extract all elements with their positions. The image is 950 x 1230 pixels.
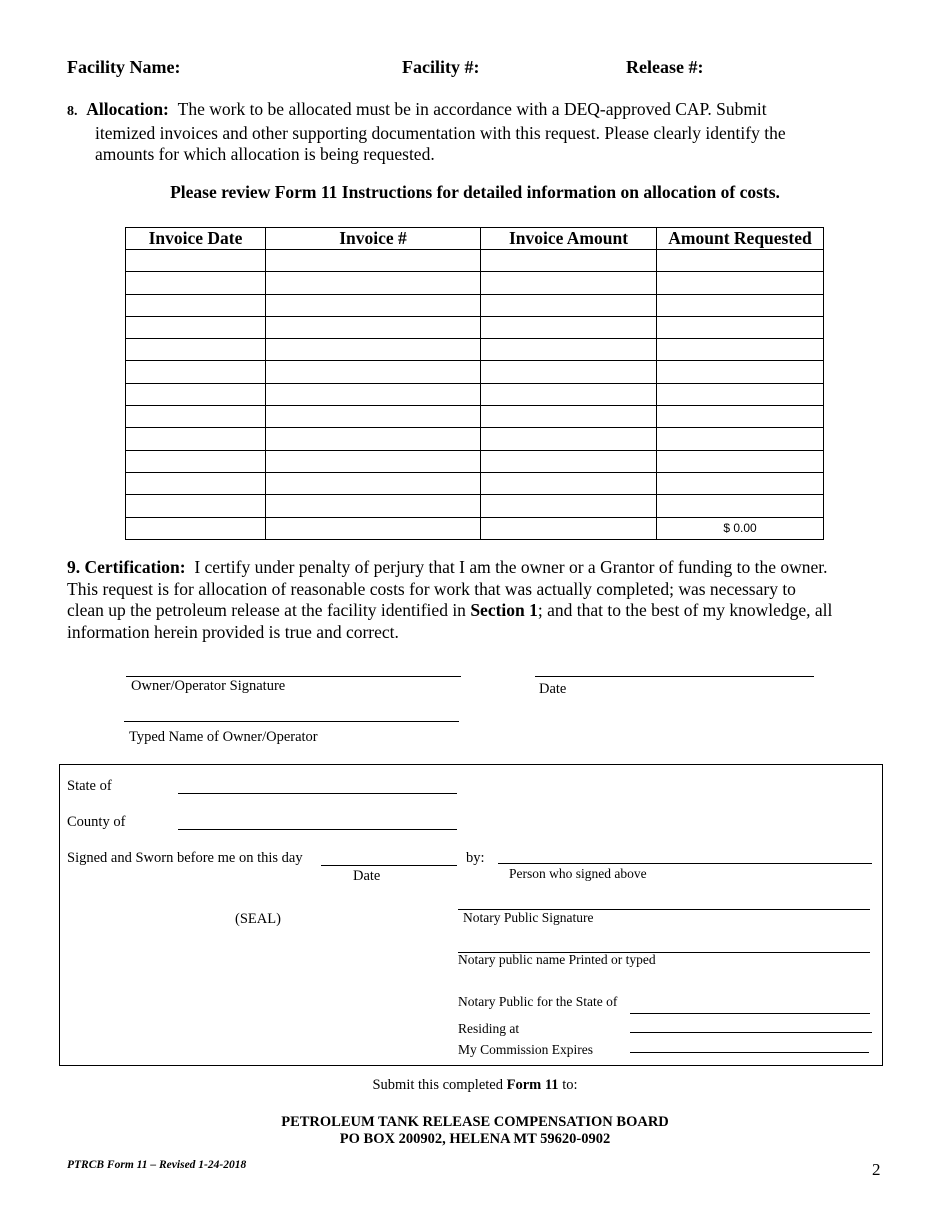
invoice-table-row — [126, 472, 824, 494]
amount-requested-cell[interactable] — [657, 316, 824, 338]
notary-name-label: Notary public name Printed or typed — [458, 952, 656, 967]
amount-requested-cell[interactable] — [657, 428, 824, 450]
invoice-number-cell[interactable] — [266, 428, 481, 450]
allocation-line2: itemized invoices and other supporting documentation with this request. Please clearly identify the — [95, 122, 786, 143]
col-invoice-date: Invoice Date — [126, 228, 266, 250]
amount-requested-cell[interactable] — [657, 294, 824, 316]
invoice-date-cell[interactable] — [126, 450, 266, 472]
county-of-label: County of — [67, 814, 126, 830]
invoice-amount-cell[interactable] — [481, 272, 657, 294]
invoice-amount-cell[interactable] — [481, 294, 657, 316]
invoice-date-cell[interactable] — [126, 428, 266, 450]
certification-line2: This request is for allocation of reasonable costs for work that was actually completed; was necessary to — [67, 578, 796, 599]
invoice-table-row — [126, 406, 824, 428]
total-row-empty-cell[interactable] — [126, 517, 266, 539]
invoice-amount-cell[interactable] — [481, 472, 657, 494]
invoice-date-cell[interactable] — [126, 316, 266, 338]
amount-requested-cell[interactable] — [657, 361, 824, 383]
invoice-amount-cell[interactable] — [481, 383, 657, 405]
invoice-table-row — [126, 495, 824, 517]
certification-section — [67, 557, 897, 643]
invoice-table-row — [126, 450, 824, 472]
invoice-table-row — [126, 339, 824, 361]
review-note: Please review Form 11 Instructions for detailed information on allocation of costs. — [170, 182, 780, 202]
invoice-number-cell[interactable] — [266, 316, 481, 338]
allocation-line1: The work to be allocated must be in accordance with a DEQ-approved CAP. Submit — [177, 99, 767, 119]
total-requested-cell: $ 0.00 — [657, 517, 824, 539]
invoice-amount-cell[interactable] — [481, 250, 657, 272]
invoice-amount-cell[interactable] — [481, 361, 657, 383]
invoice-number-cell[interactable] — [266, 272, 481, 294]
invoice-number-cell[interactable] — [266, 294, 481, 316]
state-of-label: State of — [67, 778, 112, 794]
invoice-table-row — [126, 272, 824, 294]
invoice-date-cell[interactable] — [126, 272, 266, 294]
commission-expires-label: My Commission Expires — [458, 1042, 594, 1057]
invoice-date-cell[interactable] — [126, 250, 266, 272]
facility-number-label: Facility #: — [402, 57, 480, 77]
invoice-table-row — [126, 361, 824, 383]
invoice-number-cell[interactable] — [266, 361, 481, 383]
certification-title: 9. Certification: — [67, 557, 186, 577]
typed-name-label: Typed Name of Owner/Operator — [129, 729, 318, 745]
invoice-amount-cell[interactable] — [481, 428, 657, 450]
invoice-table-row — [126, 316, 824, 338]
signature-date-line[interactable] — [535, 676, 814, 677]
amount-requested-cell[interactable] — [657, 383, 824, 405]
owner-signature-label: Owner/Operator Signature — [131, 678, 286, 694]
allocation-line3: amounts for which allocation is being requested. — [95, 144, 435, 164]
notary-signature-label: Notary Public Signature — [463, 910, 594, 925]
sworn-date-label: Date — [353, 868, 381, 884]
certification-line3b: ; and that to the best of my knowledge, all — [537, 600, 833, 620]
allocation-title: Allocation: — [86, 99, 169, 119]
amount-requested-cell[interactable] — [657, 250, 824, 272]
residing-at-line[interactable] — [630, 1032, 872, 1033]
invoice-date-cell[interactable] — [126, 294, 266, 316]
certification-line1: I certify under penalty of perjury that I am the owner or a Grantor of funding to the owner. — [194, 557, 828, 577]
invoice-date-cell[interactable] — [126, 495, 266, 517]
allocation-section — [67, 99, 887, 166]
board-name: PETROLEUM TANK RELEASE COMPENSATION BOARD — [281, 1114, 669, 1130]
form-revision: PTRCB Form 11 – Revised 1-24-2018 — [67, 1159, 247, 1171]
certification-line3a: clean up the petroleum release at the facility identified in — [67, 600, 466, 620]
invoice-table-row — [126, 294, 824, 316]
invoice-table-header — [126, 228, 824, 250]
invoice-number-cell[interactable] — [266, 495, 481, 517]
by-label: by: — [466, 850, 485, 866]
col-amount-requested: Amount Requested — [657, 228, 824, 250]
invoice-date-cell[interactable] — [126, 472, 266, 494]
invoice-number-cell[interactable] — [266, 250, 481, 272]
submit-instruction: Submit this completed Form 11 to: — [372, 1077, 578, 1093]
invoice-table-row — [126, 250, 824, 272]
release-number-label: Release #: — [626, 57, 704, 77]
amount-requested-cell[interactable] — [657, 495, 824, 517]
invoice-amount-cell[interactable] — [481, 450, 657, 472]
invoice-date-cell[interactable] — [126, 361, 266, 383]
person-signed-label: Person who signed above — [509, 866, 647, 881]
amount-requested-cell[interactable] — [657, 272, 824, 294]
seal-label: (SEAL) — [235, 911, 281, 927]
amount-requested-cell[interactable] — [657, 472, 824, 494]
typed-name-line[interactable] — [124, 721, 459, 722]
certification-line4: information herein provided is true and correct. — [67, 621, 399, 642]
invoice-date-cell[interactable] — [126, 339, 266, 361]
col-invoice-number: Invoice # — [266, 228, 481, 250]
invoice-table-row — [126, 428, 824, 450]
invoice-number-cell[interactable] — [266, 450, 481, 472]
commission-expires-line[interactable] — [630, 1052, 869, 1053]
county-of-line[interactable] — [178, 829, 457, 830]
allocation-number: 8. — [67, 104, 78, 119]
residing-at-label: Residing at — [458, 1021, 520, 1036]
col-invoice-amount: Invoice Amount — [481, 228, 657, 250]
amount-requested-cell[interactable] — [657, 339, 824, 361]
sworn-date-line[interactable] — [321, 865, 457, 866]
total-row-empty-cell[interactable] — [481, 517, 657, 539]
invoice-amount-cell[interactable] — [481, 339, 657, 361]
total-row-empty-cell[interactable] — [266, 517, 481, 539]
signature-date-label: Date — [539, 681, 567, 697]
invoice-date-cell[interactable] — [126, 383, 266, 405]
invoice-total-row — [126, 517, 824, 539]
state-of-line[interactable] — [178, 793, 457, 794]
invoice-amount-cell[interactable] — [481, 495, 657, 517]
section-1-ref: Section 1 — [470, 600, 538, 620]
invoice-number-cell[interactable] — [266, 406, 481, 428]
notary-state-line[interactable] — [630, 1013, 870, 1014]
invoice-number-cell[interactable] — [266, 339, 481, 361]
board-address: PO BOX 200902, HELENA MT 59620-0902 — [339, 1131, 611, 1147]
invoice-date-cell[interactable] — [126, 406, 266, 428]
invoice-number-cell[interactable] — [266, 472, 481, 494]
amount-requested-cell[interactable] — [657, 406, 824, 428]
invoice-number-cell[interactable] — [266, 383, 481, 405]
amount-requested-cell[interactable] — [657, 450, 824, 472]
invoice-table — [125, 227, 824, 540]
invoice-amount-cell[interactable] — [481, 316, 657, 338]
notary-state-label: Notary Public for the State of — [458, 994, 618, 1009]
owner-signature-line[interactable] — [126, 676, 461, 677]
page-number: 2 — [872, 1160, 881, 1179]
signed-sworn-label: Signed and Sworn before me on this day — [67, 850, 303, 866]
invoice-amount-cell[interactable] — [481, 406, 657, 428]
invoice-table-row — [126, 383, 824, 405]
facility-name-label: Facility Name: — [67, 57, 181, 77]
signer-line[interactable] — [498, 863, 872, 864]
